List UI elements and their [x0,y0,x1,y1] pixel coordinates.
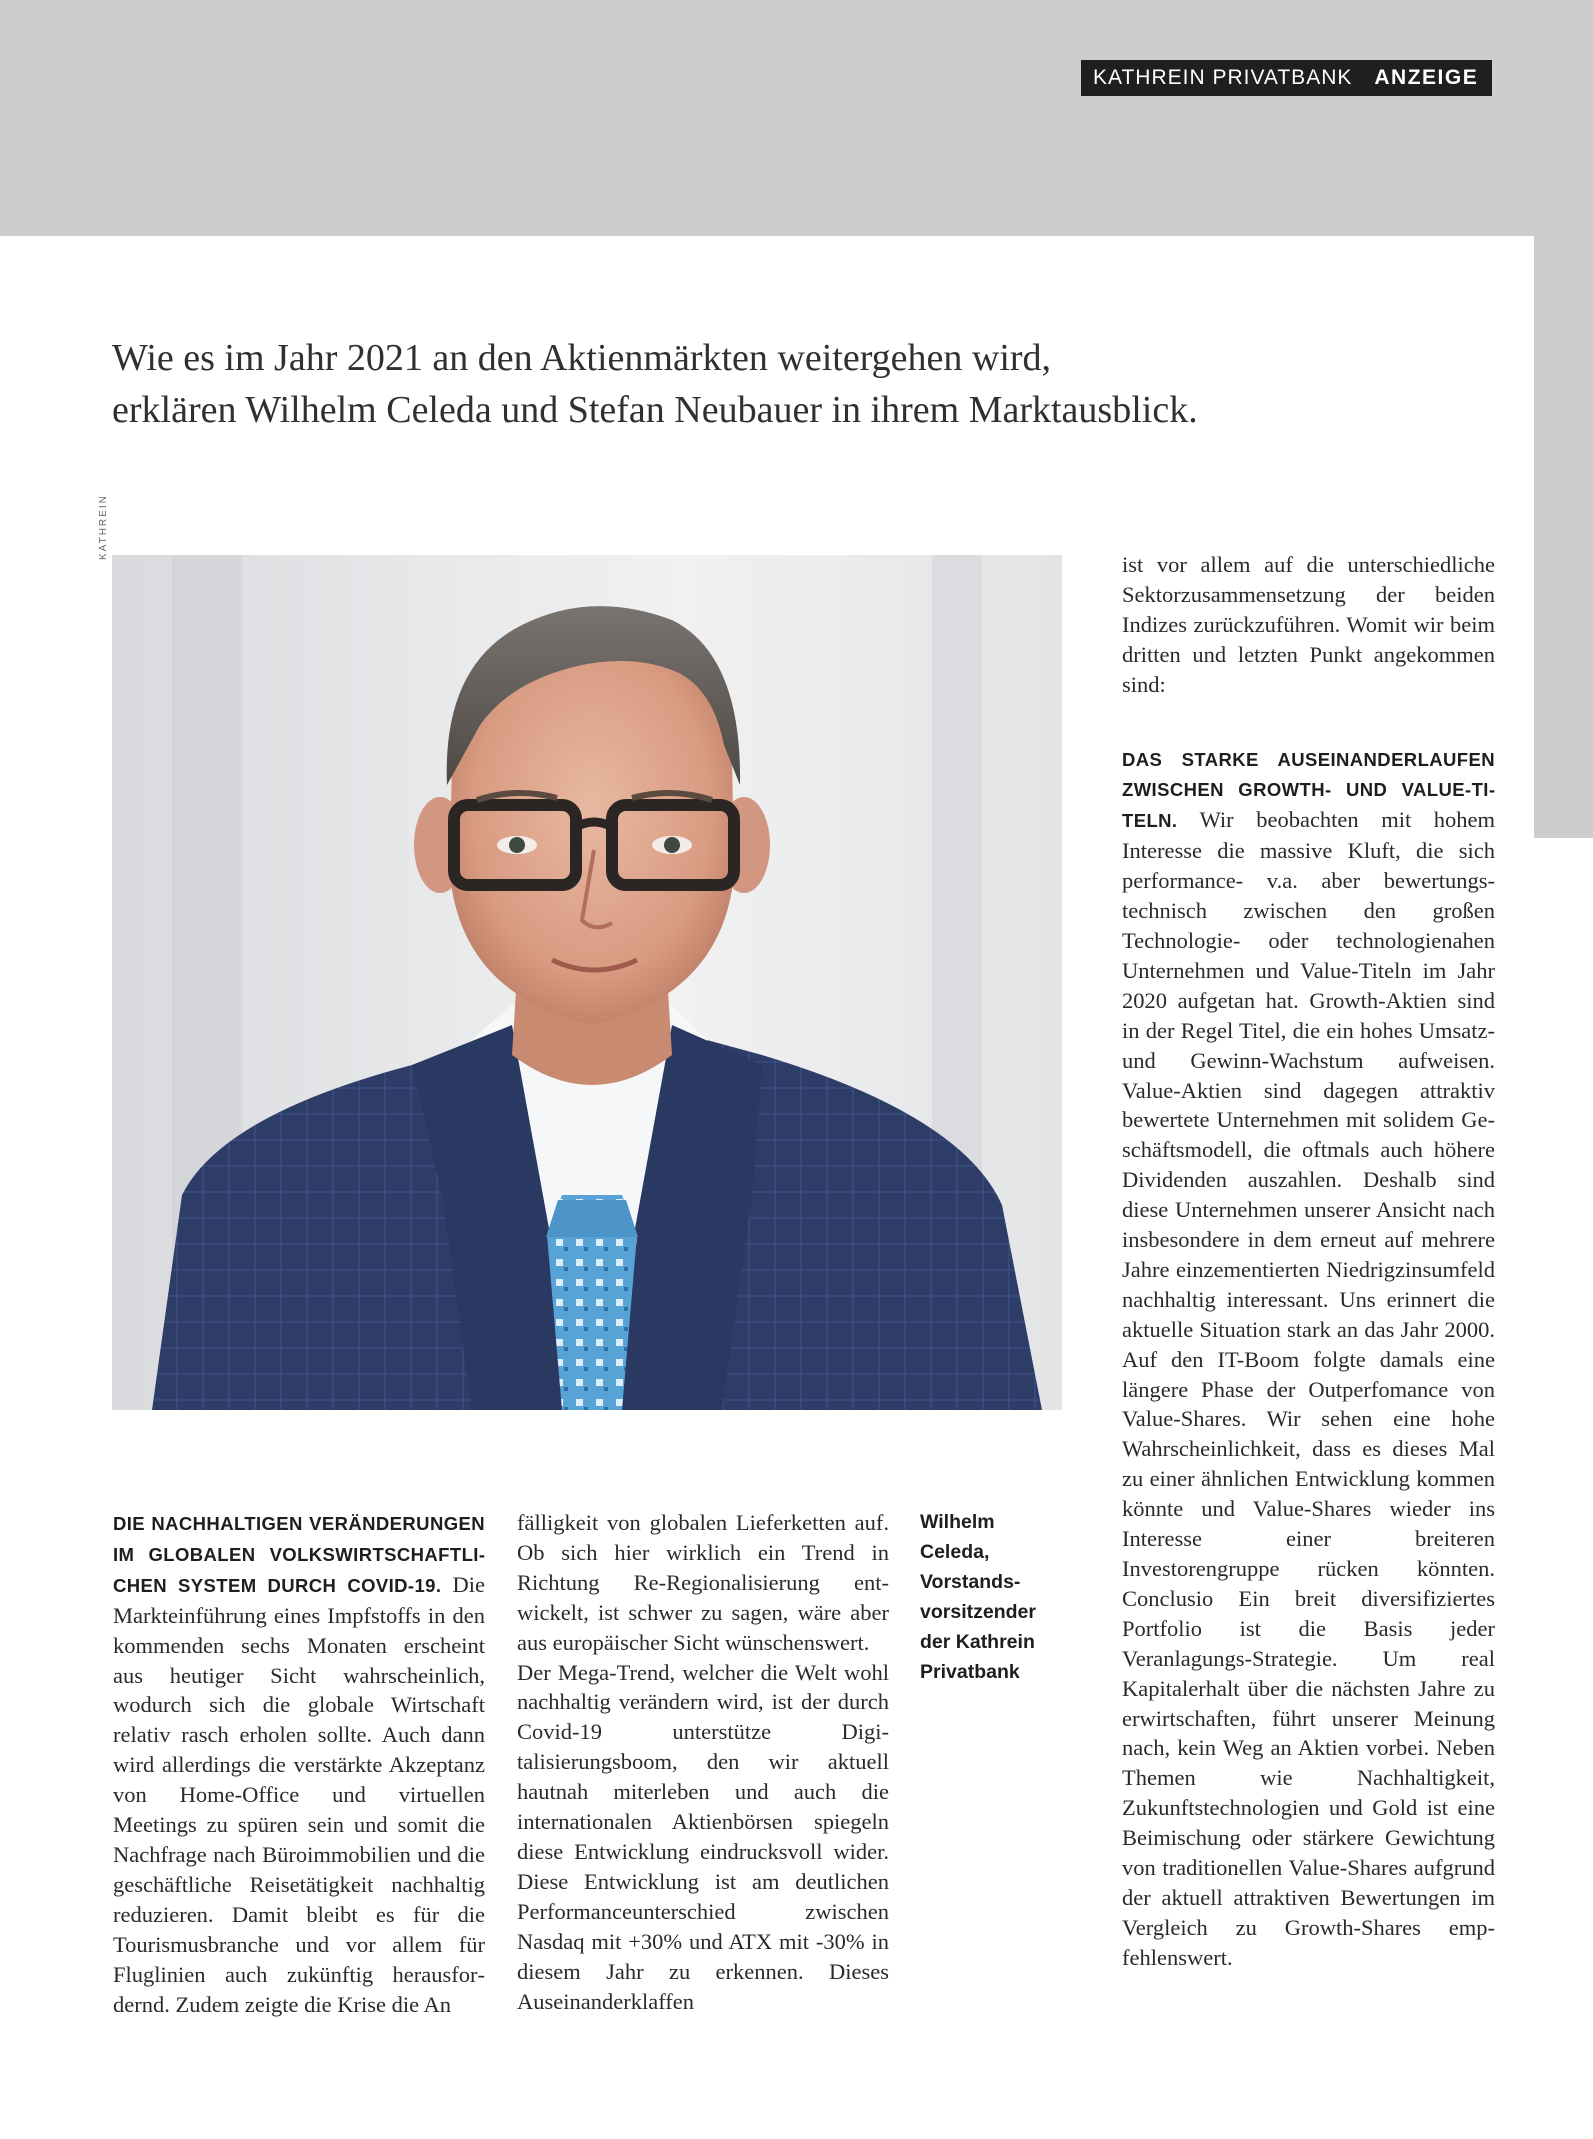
photo-credit: KATHREIN [98,494,109,560]
photo-caption [920,1508,1050,1687]
column-2 [517,1508,889,2016]
bank-label: KATHREIN PRIVATBANK [1093,66,1353,89]
intro-line-1: Wie es im Jahr 2021 an den Aktienmärkten weitergehen wird, [112,337,1052,379]
paragraph-3: Der Mega-Trend, welcher die Welt wohl nachhaltig verändern wird, ist der durch Covid-19 unterstütze Digitalisierungsboom, den wir aktuell hautnah miterleben und auch die internationalen Aktienbörsen spiegeln diese Entwicklung eindrucksvoll wider. Diese Entwicklung ist am deutlichen Performanceunterschied zwischen Nasdaq mit +30% und ATX mit -30% in diesem Jahr zu erkennen. Dieses Auseinanderklaffen [517,1659,889,2014]
section-text-1: Die Markteinführung eines Impfstoffs in den kommenden sechs Monaten erscheint aus heutiger Sicht wahrscheinlich, wodurch sich die globale Wirtschaft relativ rasch erholen sollte. Auch dann wird allerdings die verstärkte Akzeptanz von Home-Office und virtuellen Meetings zu spüren sein und somit die Nachfrage nach Büroimmobilien und die geschäftliche Reisetätigkeit nachhaltig reduzieren. Damit bleibt es für die Tourismusbranche und vor allem für Fluglinien auch zukünftig herausfordernd. Zudem zeigte die Krise die An [113,1571,486,2017]
caption-line: vorsitzender [920,1600,1036,1623]
section-heading-2: DAS STARKE AUSEINANDERLAUFEN ZWISCHEN GROWTH- UND VALUE-TITELN. [1122,748,1495,832]
column-3 [1122,550,1495,1973]
intro-line-2: erklären Wilhelm Celeda und Stefan Neubauer in ihrem Marktausblick. [112,389,1198,431]
caption-line: Celeda, [920,1540,990,1563]
paragraph-2: fälligkeit von globalen Lieferketten auf. Ob sich hier wirklich ein Trend in Richtung Re-Regionalisierung entwickelt, ist schwer zu sagen, wäre aber aus europäischer Sicht wünschenswert. [517,1510,889,1655]
paragraph-4: ist vor allem auf die unterschiedliche Sektorzusammensetzung der beiden Indizes zurückzuführen. Womit wir beim dritten und letzten Punkt angekommen sind: [1122,552,1495,697]
column-1 [113,1508,485,2019]
caption-line: Wilhelm [920,1511,995,1533]
paragraph-1 [113,1508,485,2019]
paragraph-5 [1122,744,1495,1973]
caption-line: Vorstands- [920,1570,1021,1593]
portrait-photo [112,555,1062,1410]
intro-text [112,332,1312,436]
ad-label: ANZEIGE [1374,66,1479,89]
section-heading-1: DIE NACHHALTIGEN VERÄNDERUNGEN IM GLOBALEN VOLKSWIRTSCHAFTLICHEN SYSTEM DURCH COVID-19. [113,1513,485,1596]
side-strip [1534,236,1593,838]
portrait-illustration [112,555,1062,1410]
ad-tag [1081,60,1492,96]
paragraph-gap [1122,700,1495,744]
caption-line: Privatbank [920,1660,1020,1683]
caption-line: der Kathrein [920,1630,1035,1653]
header-band [0,0,1593,236]
section-text-2: Wir beobachten mit hohem Interesse die massive Kluft, die sich performance- v.a. aber bewertungstechnisch zwischen den großen Technologie- oder technologienahen Unternehmen und Value-Titeln im Jahr 2020 aufgetan hat. Growth-Aktien sind in der Regel Titel, die ein hohes Umsatz- und Gewinn-Wachstum aufweisen. Value-Aktien sind dagegen attraktiv bewertete Unternehmen mit solidem Geschäftsmodell, die oftmals auch höhere Dividenden auszahlen. Deshalb sind diese Unternehmen unserer Ansicht nach insbesondere in dem erneut auf mehrere Jahre einzementierten Niedrigzinsumfeld nachhaltig interessant. Uns erinnert die aktuelle Situation stark an das Jahr 2000. Auf den IT-Boom folgte damals eine längere Phase der Outperfomance von Value-Shares. Wir sehen eine hohe Wahrscheinlichkeit, dass es dieses Mal zu einer ähnlichen Entwicklung kommen könnte und Value-Shares wieder ins Interesse einer breiteren Investorengruppe rücken könnten. Conclusio Ein breit diversifiziertes Portfolio ist die Basis jeder Veranlagungs-Strategie. Um real Kapitalerhalt über die nächsten Jahre zu erwirtschaften, führt unserer Meinung nach, kein Weg an Aktien vorbei. Neben Themen wie Nachhaltigkeit, Zukunftstechnologien und Gold ist eine Beimischung oder stärkere Gewichtung von traditionellen Value-Shares aufgrund der aktuell attraktiven Bewertungen im Vergleich zu Growth-Shares empfehlenswert. [1122,807,1495,1970]
